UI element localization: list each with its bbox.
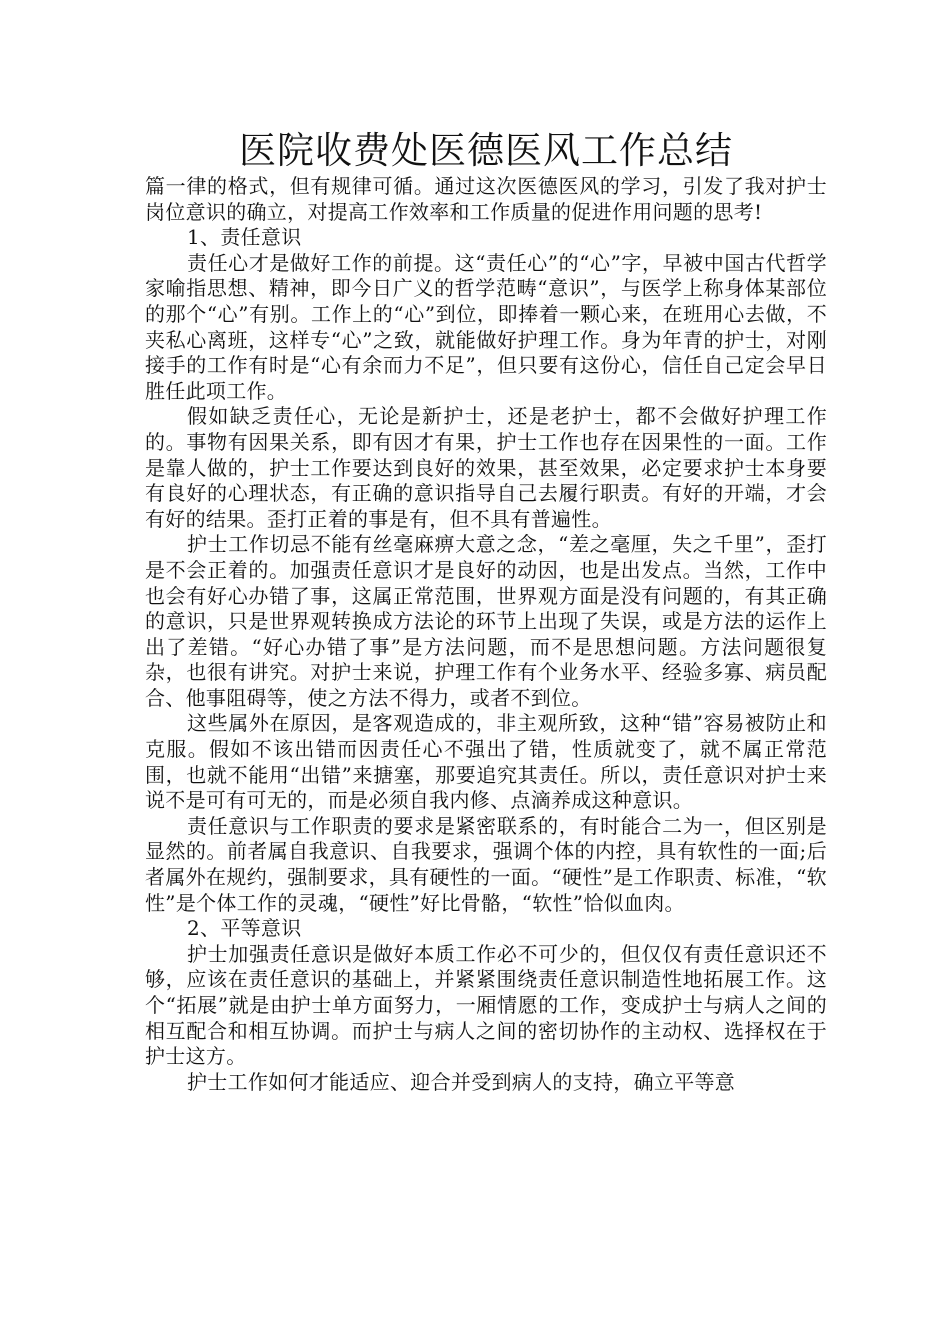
body-paragraph: 篇一律的格式，但有规律可循。通过这次医德医风的学习，引发了我对护士岗位意识的确立，对提高工作效率和工作质量的促进作用问题的思考! — [145, 174, 827, 224]
document-body — [145, 174, 827, 1095]
body-paragraph: 这些属外在原因，是客观造成的，非主观所致，这种“错”容易被防止和克服。假如不该出错而因责任心不强出了错，性质就变了，就不属正常范围，也就不能用“出错”来搪塞，那要追究其责任。所以，责任意识对护士来说不是可有可无的，而是必须自我内修、点滴养成这种意识。 — [145, 711, 827, 813]
body-paragraph: 责任心才是做好工作的前提。这“责任心”的“心”字，早被中国古代哲学家喻指思想、精神，即今日广义的哲学范畴“意识”，与医学上称身体某部位的那个“心”有别。工作上的“心”到位，即捧着一颗心来，在班用心去做，不夹私心离班，这样专“心”之致，就能做好护理工作。身为年青的护士，对刚接手的工作有时是“心有余而力不足”，但只要有这份心，信任自己定会早日胜任此项工作。 — [145, 250, 827, 403]
body-paragraph: 假如缺乏责任心，无论是新护士，还是老护士，都不会做好护理工作的。事物有因果关系，即有因才有果，护士工作也存在因果性的一面。工作是靠人做的，护士工作要达到良好的效果，甚至效果，必定要求护士本身要有良好的心理状态，有正确的意识指导自己去履行职责。有好的开端，才会有好的结果。歪打正着的事是有，但不具有普遍性。 — [145, 404, 827, 531]
body-paragraph: 2、平等意识 — [187, 916, 302, 941]
document-page — [145, 128, 827, 1095]
body-paragraph: 护士加强责任意识是做好本质工作必不可少的，但仅仅有责任意识还不够，应该在责任意识的基础上，并紧紧围绕责任意识制造性地拓展工作。这个“拓展”就是由护士单方面努力，一厢情愿的工作，变成护士与病人之间的相互配合和相互协调。而护士与病人之间的密切协作的主动权、选择权在于护士这方。 — [145, 941, 827, 1069]
body-paragraph: 护士工作如何才能适应、迎合并受到病人的支持，确立平等意 — [187, 1069, 736, 1094]
body-paragraph: 1、责任意识 — [187, 225, 302, 250]
body-paragraph: 责任意识与工作职责的要求是紧密联系的，有时能合二为一，但区别是显然的。前者属自我意识、自我要求，强调个体的内控，具有软性的一面;后者属外在规约，强制要求，具有硬性的一面。“硬性”是工作职责、标准，“软性”是个体工作的灵魂，“硬性”好比骨骼，“软性”恰似血肉。 — [145, 813, 827, 915]
body-paragraph: 护士工作切忌不能有丝毫麻痹大意之念，“差之毫厘，失之千里”，歪打是不会正着的。加强责任意识才是良好的动因，也是出发点。当然，工作中也会有好心办错了事，这属正常范围，世界观方面是没有问题的，有其正确的意识，只是世界观转换成方法论的环节上出现了失误，或是方法的运作上出了差错。“好心办错了事”是方法问题，而不是思想问题。方法问题很复杂，也很有讲究。对护士来说，护理工作有个业务水平、经验多寡、病员配合、他事阻碍等，使之方法不得力，或者不到位。 — [145, 532, 827, 710]
document-title: 医院收费处医德医风工作总结 — [239, 129, 733, 172]
